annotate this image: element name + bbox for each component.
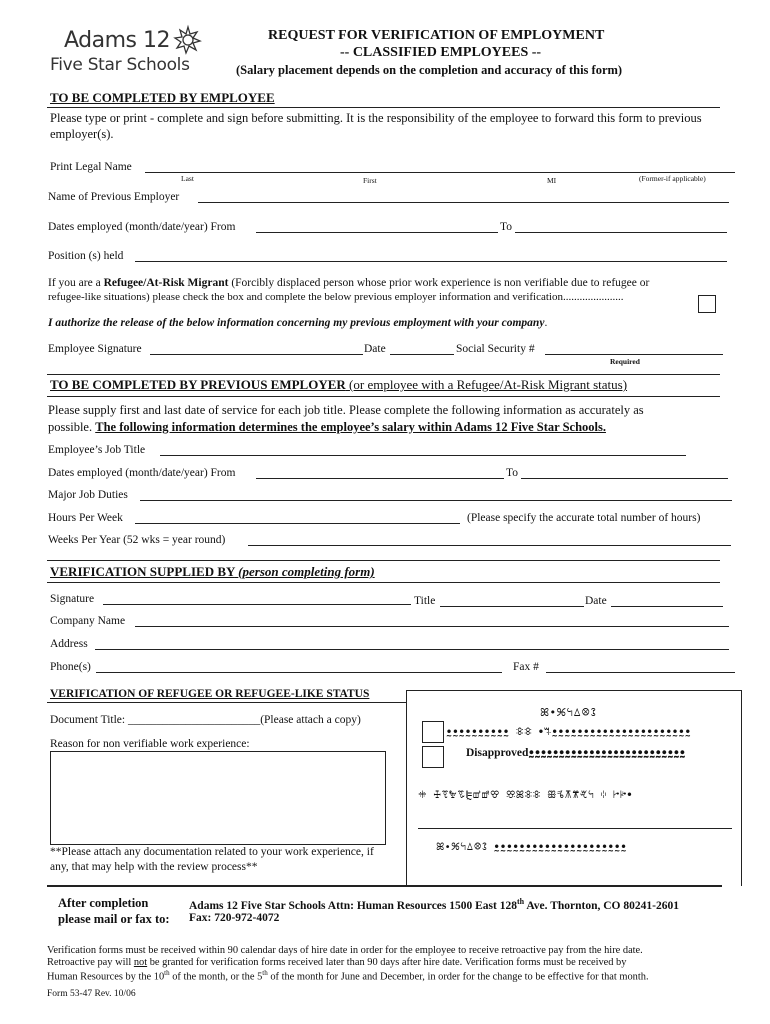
refugee-box-top-line <box>47 702 407 703</box>
weeks-per-year-field[interactable] <box>248 545 731 546</box>
verifier-title-label: Title <box>414 595 436 607</box>
ssn-required-note: Required <box>610 357 640 366</box>
logo-text-adams12: Adams 12 <box>64 28 170 53</box>
dates-from-field[interactable] <box>256 232 498 233</box>
document-title-label: Document Title: _______________________(Please attach a copy) <box>50 714 361 726</box>
page-title: REQUEST FOR VERIFICATION OF EMPLOYMENT <box>268 28 605 43</box>
ssn-field[interactable] <box>545 354 723 355</box>
fax-label: Fax # <box>513 661 539 673</box>
position-field[interactable] <box>135 261 727 262</box>
company-name-field[interactable] <box>135 626 729 627</box>
employer-dates-to-label: To <box>506 467 518 479</box>
page-subtitle: -- CLASSIFIED EMPLOYEES -- <box>340 45 542 60</box>
major-duties-field[interactable] <box>140 500 732 501</box>
notice-line-3: Human Resources by the 10th of the month, or the 5th of the month for June and December, in order for the change to be effective for that month. <box>47 969 649 983</box>
employer-dates-label: Dates employed (month/date/year) From <box>48 467 236 479</box>
attach-note-2: any, that may help with the review process** <box>50 861 258 873</box>
refugee-verification-heading: VERIFICATION OF REFUGEE OR REFUGEE-LIKE STATUS <box>50 688 370 700</box>
hours-per-week-field[interactable] <box>135 523 460 524</box>
disapproved-label: Disapprovedꔸꔸꔸꔸꔸꔸꔸꔸꔸꔸꔸꔸꔸꔸꔸꔸꔸꔸꔸꔸꔸꔸꔸꔸꔸꔸ <box>466 747 686 759</box>
disapproved-checkbox[interactable] <box>422 746 444 768</box>
employee-signature-label: Employee Signature <box>48 343 142 355</box>
verifier-title-field[interactable] <box>440 606 584 607</box>
name-first-label: First <box>363 176 377 185</box>
ssn-label: Social Security # <box>456 343 535 355</box>
notice-line-2: Retroactive pay will not be granted for verification forms received later than 90 days after hire date. Verification forms must be received by <box>47 957 627 968</box>
name-mi-label: MI <box>547 176 557 185</box>
print-legal-name-label: Print Legal Name <box>50 161 132 173</box>
verification-heading: VERIFICATION SUPPLIED BY (person completing form) <box>50 564 375 579</box>
section-divider <box>47 374 720 375</box>
employee-section-heading: TO BE COMPLETED BY EMPLOYEE <box>50 90 275 105</box>
previous-employer-field[interactable] <box>198 202 729 203</box>
major-duties-label: Major Job Duties <box>48 489 128 501</box>
dates-to-field[interactable] <box>515 232 727 233</box>
logo-text-five-star: Five Star Schools <box>50 55 190 75</box>
section-divider <box>47 582 720 583</box>
approved-checkbox[interactable] <box>422 721 444 743</box>
weeks-per-year-label: Weeks Per Year (52 wks = year round) <box>48 534 226 546</box>
employer-instructions: Please supply first and last date of service for each job title. Please complete the following information as accurately as <box>48 403 644 417</box>
dates-to-label: To <box>500 221 512 233</box>
hours-per-week-label: Hours Per Week <box>48 512 123 524</box>
verifier-date-field[interactable] <box>611 606 723 607</box>
phone-field[interactable] <box>96 672 502 673</box>
hr-signature-field[interactable] <box>418 828 732 829</box>
mail-fax-label: please mail or fax to: <box>58 912 170 926</box>
legal-name-field[interactable] <box>145 172 735 173</box>
verifier-signature-label: Signature <box>50 593 95 605</box>
job-title-label: Employee’s Job Title <box>48 444 146 456</box>
authorize-statement: I authorize the release of the below information concerning my previous employment with your company. <box>48 317 548 329</box>
footer-top-rule <box>47 885 722 887</box>
previous-employer-label: Name of Previous Employer <box>48 191 180 203</box>
logo <box>50 24 215 80</box>
employee-date-label: Date <box>364 343 386 355</box>
section-divider <box>47 107 720 108</box>
refugee-checkbox[interactable] <box>698 295 716 313</box>
dates-employed-label: Dates employed (month/date/year) From <box>48 221 236 233</box>
approved-label: ꔸꔸꔸꔸꔸꔸꔸꔸꔸꔸ ꖊꖊ ꔷꕐꔸꔸꔸꔸꔸꔸꔸꔸꔸꔸꔸꔸꔸꔸꔸꔸꔸꔸꔸꔸꔸꔸ <box>446 727 692 738</box>
fax-number: Fax: 720-972-4072 <box>189 912 280 924</box>
section-divider <box>47 560 720 561</box>
address-label: Address <box>50 638 88 650</box>
company-name-label: Company Name <box>50 615 126 627</box>
employee-signature-field[interactable] <box>150 354 363 355</box>
refugee-line-2: refugee-like situations) please check the box and complete the below previous employer information and verification...................... <box>48 291 624 303</box>
employee-instructions: Please type or print - complete and sign before submitting. It is the responsibility of the employee to forward this form to previous employer(s). <box>50 111 702 141</box>
after-completion-label: After completion <box>58 896 149 910</box>
employer-dates-to-field[interactable] <box>521 478 728 479</box>
name-last-label: Last <box>181 174 194 183</box>
hr-signature-line: ꔰ ꖅꗦꖠꗧꕟꕠꕡꕢ ꕣꕤꖊꖊ ꕥꕦꕧꕨꕩꕪ ꗺ ꔵꔶꔷ <box>418 790 633 801</box>
salary-note: (Salary placement depends on the completion and accuracy of this form) <box>236 63 623 77</box>
job-title-field[interactable] <box>160 455 686 456</box>
employee-date-field[interactable] <box>390 354 454 355</box>
form-number: Form 53-47 Rev. 10/06 <box>47 989 136 999</box>
mailing-address: Adams 12 Five Star Schools Attn: Human Resources 1500 East 128th Ave. Thornton, CO 80241-2601 <box>189 897 679 912</box>
logo-star-icon <box>172 24 204 56</box>
address-field[interactable] <box>95 649 729 650</box>
employer-instructions-2: possible. The following information determines the employee’s salary within Adams 12 Five Star Schools. <box>48 420 606 434</box>
verifier-date-label: Date <box>585 595 607 607</box>
hr-date-line: ꕤ•ꕑꕪꕔꕕꕘ ꔸꔸꔸꔸꔸꔸꔸꔸꔸꔸꔸꔸꔸꔸꔸꔸꔸꔸꔸꔸꔸ <box>436 842 627 853</box>
reason-textarea[interactable] <box>50 751 386 845</box>
employer-section-heading: TO BE COMPLETED BY PREVIOUS EMPLOYER (or employee with a Refugee/At-Risk Migrant status) <box>50 377 628 392</box>
phone-label: Phone(s) <box>50 661 91 673</box>
hr-use-heading: ꕤ•ꕑꕪꕔꕕꕘ <box>540 706 597 719</box>
fax-field[interactable] <box>546 672 735 673</box>
notice-line-1: Verification forms must be received within 90 calendar days of hire date in order for the employee to receive retroactive pay from the hire date. <box>47 945 643 956</box>
section-divider <box>47 396 720 397</box>
reason-label: Reason for non verifiable work experience: <box>50 738 250 750</box>
name-former-label: (Former-if applicable) <box>639 174 706 183</box>
verifier-signature-field[interactable] <box>103 604 411 605</box>
position-label: Position (s) held <box>48 250 124 262</box>
refugee-line-1: If you are a Refugee/At-Risk Migrant (Forcibly displaced person whose prior work experience is non verifiable due to refugee or <box>48 277 650 289</box>
attach-note-1: **Please attach any documentation related to your work experience, if <box>50 846 374 858</box>
hours-note: (Please specify the accurate total number of hours) <box>467 512 701 524</box>
employer-dates-from-field[interactable] <box>256 478 504 479</box>
